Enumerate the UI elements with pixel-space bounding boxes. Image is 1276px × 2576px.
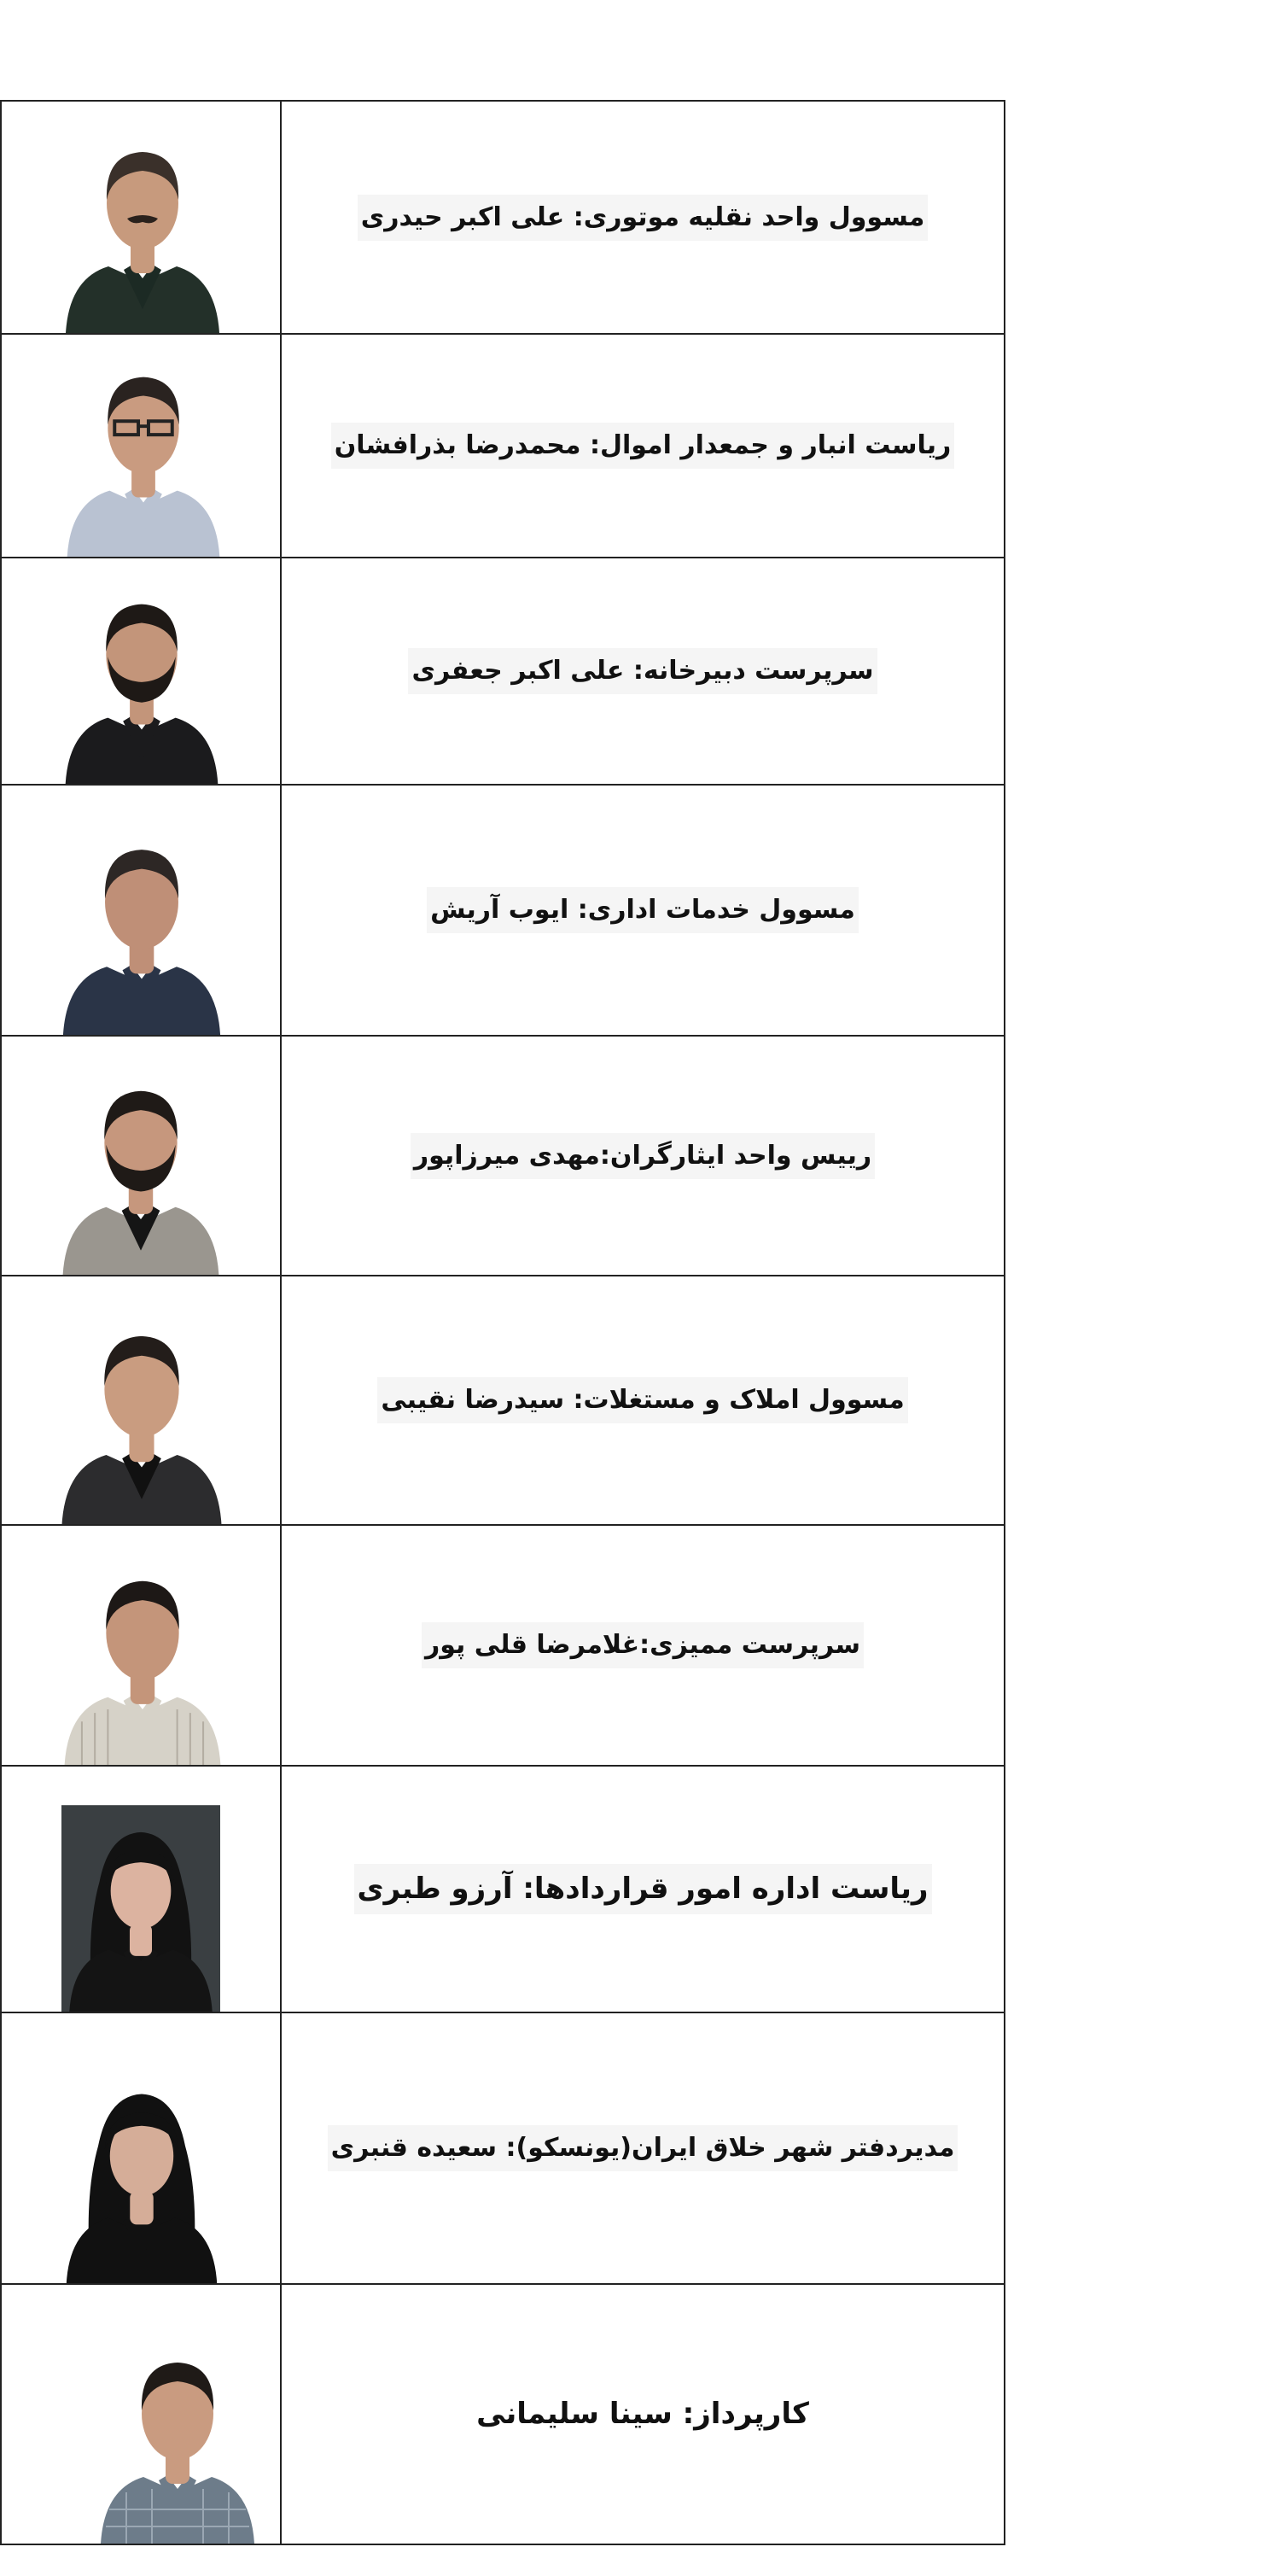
photo-cell <box>1 1276 281 1525</box>
title-cell <box>281 101 1005 334</box>
photo-cell <box>1 1766 281 2012</box>
staff-title: مسوول املاک و مستغلات: سیدرضا نقیبی <box>377 1377 907 1423</box>
title-cell <box>281 1036 1005 1276</box>
portrait-man-mustache-icon <box>53 111 232 333</box>
staff-title: مدیردفتر شهر خلاق ایران(یونسکو): سعیده قنبری <box>328 2125 958 2171</box>
staff-row-8 <box>1 1766 1005 2012</box>
staff-table <box>0 100 1005 2545</box>
portrait-woman-hijab-icon <box>61 1767 220 2012</box>
portrait-man-glasses-icon <box>58 336 229 557</box>
photo-cell <box>1 1036 281 1276</box>
staff-title: ریاست انبار و جمعدار اموال: محمدرضا بذرافشان <box>331 423 955 469</box>
staff-row-9 <box>1 2012 1005 2284</box>
staff-row-10 <box>1 2284 1005 2544</box>
photo-cell <box>1 1525 281 1766</box>
title-cell <box>281 1766 1005 2012</box>
staff-title: رییس واحد ایثارگران:مهدی میرزاپور <box>411 1133 875 1179</box>
title-cell <box>281 2284 1005 2544</box>
staff-row-6 <box>1 1276 1005 1525</box>
photo-cell <box>1 785 281 1036</box>
staff-title: مسوول واحد نقلیه موتوری: علی اکبر حیدری <box>358 195 929 241</box>
staff-row-7 <box>1 1525 1005 1766</box>
staff-row-4 <box>1 785 1005 1036</box>
title-cell <box>281 1525 1005 1766</box>
photo-cell <box>1 334 281 558</box>
portrait-woman-hijab-icon <box>58 2029 225 2283</box>
title-cell <box>281 785 1005 1036</box>
title-cell <box>281 558 1005 785</box>
staff-title: مسوول خدمات اداری: ایوب آریش <box>427 887 859 933</box>
staff-row-3 <box>1 558 1005 785</box>
staff-row-2 <box>1 334 1005 558</box>
staff-row-1 <box>1 101 1005 334</box>
staff-title: سرپرست ممیزی:غلامرضا قلی پور <box>422 1622 864 1668</box>
photo-cell <box>1 558 281 785</box>
portrait-man-beard-icon <box>56 564 227 784</box>
staff-title: کارپرداز: سینا سلیمانی <box>476 2396 809 2431</box>
title-cell <box>281 1276 1005 1525</box>
title-cell <box>281 2012 1005 2284</box>
staff-title: سرپرست دبیرخانه: علی اکبر جعفری <box>408 648 877 694</box>
photo-cell <box>1 2012 281 2284</box>
portrait-man-beard-icon <box>51 1049 230 1275</box>
portrait-man-suit-icon <box>50 1294 234 1524</box>
portrait-man-icon <box>50 808 234 1035</box>
title-cell <box>281 334 1005 558</box>
photo-cell <box>1 2284 281 2544</box>
photo-cell <box>1 101 281 334</box>
staff-row-5 <box>1 1036 1005 1276</box>
portrait-man-striped-shirt-icon <box>53 1539 232 1765</box>
staff-title: ریاست اداره امور قراردادها: آرزو طبری <box>354 1864 932 1915</box>
portrait-man-checked-shirt-icon <box>92 2304 263 2544</box>
